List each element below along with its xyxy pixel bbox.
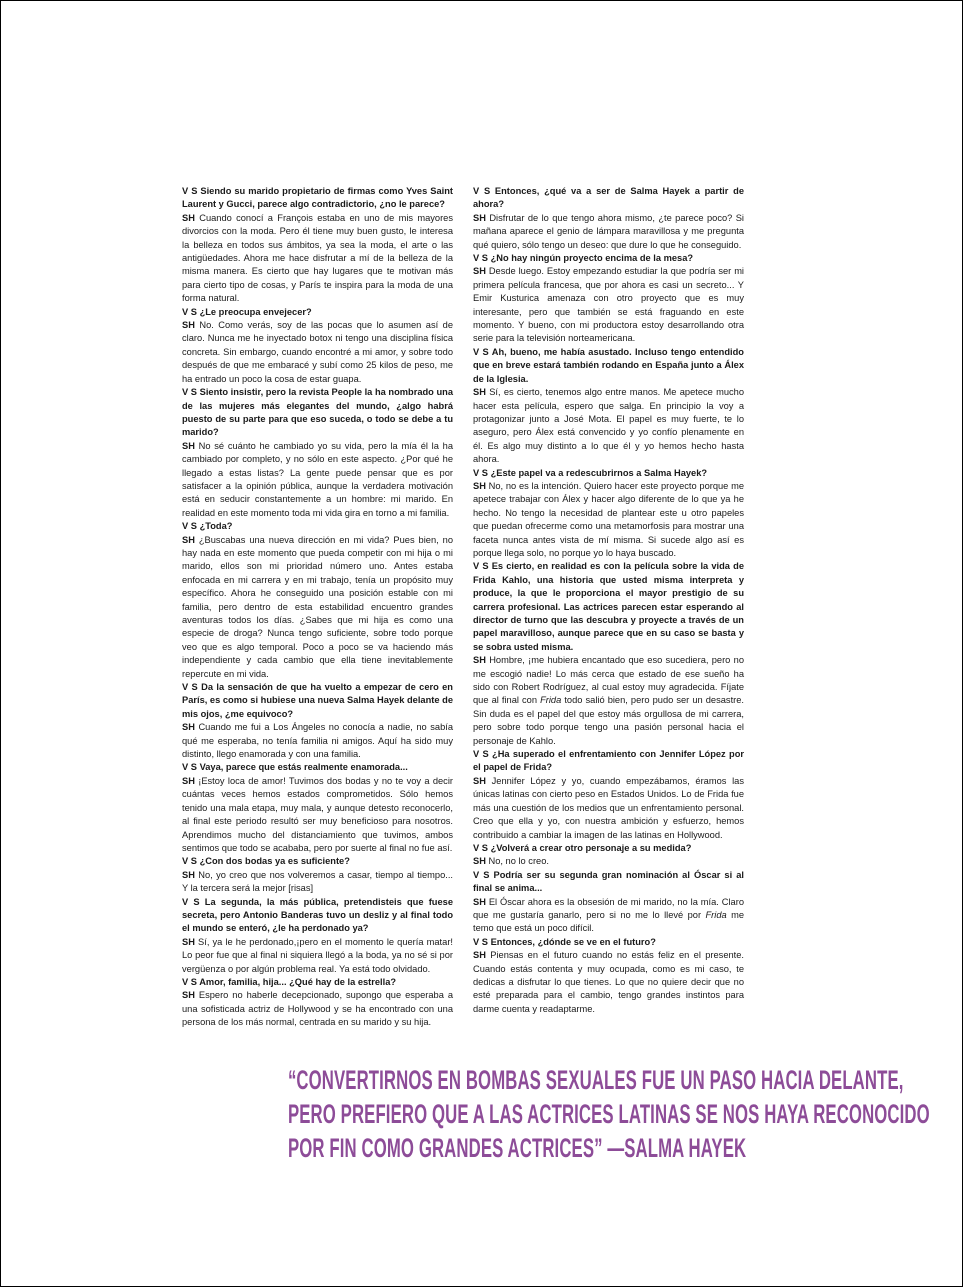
interview-answer — [182, 869, 453, 896]
speaker-tag: SH — [473, 480, 486, 491]
speaker-tag: SH — [473, 266, 486, 277]
speaker-tag: SH — [473, 655, 486, 666]
interview-question: V S Vaya, parece que estás realmente enamorada... — [182, 762, 408, 773]
interview-question: V S ¿Ha superado el enfrentamiento con Jennifer López por el papel de Frida? — [473, 749, 744, 773]
interview-answer — [473, 654, 744, 748]
speaker-tag: SH — [182, 936, 195, 947]
answer-text: Jennifer López y yo, cuando empezábamos, éramos las únicas latinas con cierto peso en Estados Unidos. Lo de Frida fue más una cuestión de los medios que un enfrentamiento personal. Creo que ella y yo, con nuestra ambición y esfuerzo, hemos contribuido a cambiar la imagen de las latinas en Hollywood. — [473, 775, 744, 840]
interview-answer — [473, 386, 744, 466]
interview-question: V S Entonces, ¿qué va a ser de Salma Hayek a partir de ahora? — [473, 186, 744, 210]
speaker-tag: SH — [182, 990, 195, 1001]
interview-question: V S Amor, familia, hija... ¿Qué hay de la estrella? — [182, 976, 397, 987]
right-column — [473, 185, 744, 1016]
interview-answer — [182, 936, 453, 976]
answer-text: El Óscar ahora es la obsesión de mi marido, no la mía. Claro que me gustaría ganarlo, pero si no me lo llevé por — [473, 896, 744, 920]
speaker-tag: SH — [473, 775, 486, 786]
answer-text: Cuando me fui a Los Ángeles no conocía a nadie, no sabía qué me esperaba, no tenía familia ni amigos. Aquí ha sido muy distinto, llego enamorada y con una familia. — [182, 722, 453, 760]
speaker-tag: SH — [182, 320, 195, 331]
speaker-tag: SH — [473, 950, 486, 961]
interview-answer — [473, 775, 744, 842]
interview-answer — [473, 212, 744, 252]
speaker-tag: SH — [182, 722, 195, 733]
pull-quote-line: “CONVERTIRNOS EN BOMBAS SEXUALES FUE UN PASO HACIA DELANTE, — [287, 1065, 904, 1095]
interview-answer — [182, 534, 453, 681]
speaker-tag: SH — [473, 856, 486, 867]
answer-text: ¿Buscabas una nueva dirección en mi vida? Pues bien, no hay nada en este momento que pueda competir con mi hija o mi marido, ellos son mi prioridad número uno. Antes estaba enfocada en mi carrera y en mi trabajo, tenía un propósito muy específico. Ahora he conseguido una posición estable con mi familia, pero dentro de esta estabilidad encuentro grandes aventuras todos los días. ¿Sabes que mi hija es como una especie de droga? Nunca tengo suficiente, sobre todo porque veo que es algo temporal. Poco a poco se va haciendo más independiente y cada cambio que ella tiene inevitablemente repercute en mi vida. — [182, 534, 453, 679]
interview-question: V S ¿Con dos bodas ya es suficiente? — [182, 856, 350, 867]
speaker-tag: SH — [182, 440, 195, 451]
interview-answer — [182, 212, 453, 306]
speaker-tag: SH — [473, 896, 486, 907]
interview-answer — [182, 721, 453, 761]
answer-text: No, yo creo que nos volveremos a casar, tiempo al tiempo... Y la tercera será la mejor [risas] — [182, 869, 453, 894]
answer-text: ¡Estoy loca de amor! Tuvimos dos bodas y no te voy a decir cuántas veces hemos estados comprometidos. Sólo hemos tenido una mala etapa, muy mala, y aunque detesto reconocerlo, al final este periodo resultó ser muy beneficioso para nosotros. Aprendimos mucho del distanciamiento que tuvimos, ambos sentimos que todo se acababa, pero por suerte al final no fue así. — [182, 775, 453, 853]
speaker-tag: SH — [182, 534, 195, 545]
title-italic: Frida — [705, 909, 727, 920]
answer-text: Espero no haberle decepcionado, supongo que esperaba a una sofisticada actriz de Hollywood y se ha encontrado con una persona de los más normal, centrada en su marido y su hija. — [182, 990, 453, 1028]
answer-text: Sí, es cierto, tenemos algo entre manos. Me apetece mucho hacer esta película, espero que salga. En principio la voy a protagonizar junto a José Mota. El papel es muy fuerte, te lo aseguro, pero Álex está convencido y yo confío plenamente en él. Es algo muy distinto a lo que él y yo hemos hecho hasta ahora. — [473, 387, 744, 465]
answer-text: No. Como verás, soy de las pocas que lo asumen así de claro. Nunca me he inyectado botox ni tengo una disciplina física concreta. Sin embargo, cuando encontré a mi amor, y sobre todo después de que me embaracé y subí como 25 kilos de peso, me ha entrado un poco la cosa de estar guapa. — [182, 320, 453, 384]
interview-question: V S La segunda, la más pública, pretendisteis que fuese secreta, pero Antonio Banderas tuvo un desliz y al final todo el mundo se enteró, ¿le ha perdonado ya? — [182, 896, 453, 934]
answer-text: No, no es la intención. Quiero hacer este proyecto porque me apetece trabajar con Álex y hacer algo diferente de lo que ya he hecho. No tengo la necesidad de plantear este u otro papeles que puedan ofrecerme como una metamorfosis para mostrar una faceta nunca antes vista de mí misma. Si sucede algo así es porque llega solo, no porque yo lo haya buscado. — [473, 480, 744, 558]
answer-text: Cuando conocí a François estaba en uno de mis mayores divorcios con la moda. Pero él tiene muy buen gusto, le interesa la belleza en todos sus ámbitos, ya sea la moda, el arte o las antigüedades. Ahora me hace disfrutar a mí de la belleza de la misma manera. Es cierto que hay lugares que te motivan más para cierto tipo de cosas, y París te inspira para la moda de una forma natural. — [182, 212, 453, 304]
interview-question: V S ¿Este papel va a redescubrirnos a Salma Hayek? — [473, 467, 708, 478]
interview-answer — [473, 896, 744, 936]
interview-question: V S Entonces, ¿dónde se ve en el futuro? — [473, 936, 656, 947]
interview-question: V S Da la sensación de que ha vuelto a empezar de cero en París, es como si hubiese una nueva Salma Hayek delante de mis ojos, ¿me equivoco? — [182, 682, 453, 719]
pull-quote — [287, 1063, 930, 1165]
pull-quote-line: POR FIN COMO GRANDES ACTRICES” —SALMA HAYEK — [287, 1133, 747, 1163]
interview-question: V S Siento insistir, pero la revista People la ha nombrado una de las mujeres más elegantes del mundo, ¿algo habrá puesto de su parte para que eso suceda, o todo se debe a tu marido? — [182, 387, 453, 438]
speaker-tag: SH — [473, 212, 486, 223]
interview-question: V S ¿No hay ningún proyecto encima de la mesa? — [473, 253, 694, 264]
interview-question: V S Es cierto, en realidad es con la película sobre la vida de Frida Kahlo, una historia que usted misma interpreta y produce, la que le proporciona el mayor prestigio de su carrera profesional. Las actrices parecen estar esperando al director de turno que las descubra y proyecte a través de un papel maravilloso, aunque parece que en su caso se basta y se sobra usted misma. — [473, 561, 744, 652]
interview-answer — [473, 855, 744, 868]
title-italic: Frida — [540, 695, 562, 706]
answer-text: No, no lo creo. — [485, 856, 549, 867]
interview-question: V S Podría ser su segunda gran nominación al Óscar si al final se anima... — [473, 869, 744, 894]
interview-answer — [473, 265, 744, 345]
interview-question: V S ¿Le preocupa envejecer? — [182, 306, 312, 317]
speaker-tag: SH — [182, 869, 195, 880]
interview-answer — [182, 989, 453, 1029]
left-column — [182, 185, 453, 1030]
interview-question: V S Ah, bueno, me había asustado. Incluso tengo entendido que en breve estará también rodando en España junto a Álex de la Iglesia. — [473, 346, 744, 384]
interview-question: V S ¿Volverá a crear otro personaje a su medida? — [473, 842, 692, 853]
interview-answer — [182, 319, 453, 386]
speaker-tag: SH — [473, 387, 486, 398]
answer-text: Sí, ya le he perdonado,¡pero en el momento le quería matar! Lo peor fue que al final ni siquiera llegó a la boda, ya no sé si por vergüenza o por algún problema real. Ya está todo olvidado. — [182, 936, 453, 974]
answer-text: todo salió bien, pero pudo ser un desastre. Sin duda es el papel del que estoy más orgullosa de mi carrera, pero sobre todo porque tengo una pasión personal hacia el personaje de Kahlo. — [473, 695, 744, 746]
speaker-tag: SH — [182, 775, 195, 786]
answer-text: No sé cuánto he cambiado yo su vida, pero la mía él la ha cambiado por completo, y no sólo en este aspecto. ¿Por qué he llegado a estas listas? La gente puede pensar que es por satisfacer a la opinión pública, aunque la verdadera motivación está en seducir constantemente a un hombre: mi marido. En realidad en este momento toda mi vida gira en torno a mi familia. — [182, 440, 453, 518]
interview-question: V S ¿Toda? — [182, 521, 233, 532]
interview-answer — [473, 480, 744, 560]
interview-answer — [182, 440, 453, 520]
interview-question: V S Siendo su marido propietario de firmas como Yves Saint Laurent y Gucci, parece algo contradictorio, ¿no le parece? — [182, 186, 453, 210]
answer-text: Hombre, ¡me hubiera encantado que eso sucediera, pero no me escogió nadie! Lo más cerca que estado de ese sueño ha sido con Robert Rodríguez, al cual estoy muy agradecida. Fíjate que al final con — [473, 655, 744, 706]
pull-quote-line: PERO PREFIERO QUE A LAS ACTRICES LATINAS SE NOS HAYA RECONOCIDO — [287, 1099, 930, 1129]
interview-answer — [473, 949, 744, 1016]
speaker-tag: SH — [182, 212, 195, 223]
answer-text: Piensas en el futuro cuando no estás feliz en el presente. Cuando estás contenta y muy ocupada, como es mi caso, te dedicas a disfrutar lo que tienes. Lo que no quiere decir que no esté preparada para el cambio, tengo grandes instintos para darme cuenta y readaptarme. — [473, 950, 744, 1014]
interview-answer — [182, 775, 453, 855]
answer-text: Disfrutar de lo que tengo ahora mismo, ¿te parece poco? Si mañana aparece el genio de lámpara maravillosa y me pregunta qué quiero, sólo tengo un deseo: que dure lo que he conseguido. — [473, 212, 744, 250]
answer-text: Desde luego. Estoy empezando estudiar la que podría ser mi primera película francesa, que por ahora es casi un secreto... Y Emir Kusturica amenaza con otro proyecto que es muy interesante, pero que también se está fraguando en este momento. Y bueno, con mi productora estoy desarrollando otra serie para la televisión norteamericana. — [473, 266, 744, 344]
answer-text: me temo que está un poco difícil. — [473, 909, 744, 934]
